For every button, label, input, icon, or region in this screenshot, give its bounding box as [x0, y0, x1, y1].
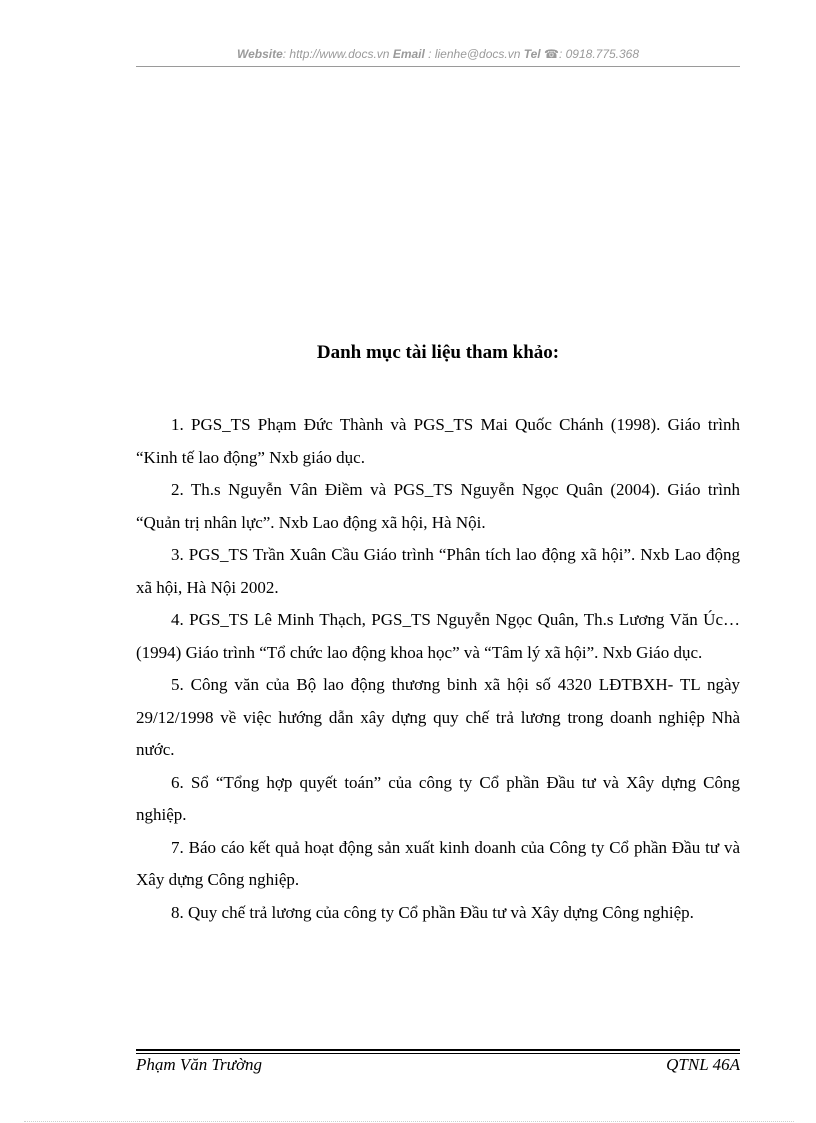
reference-item-1: 1. PGS_TS Phạm Đức Thành và PGS_TS Mai Quốc Chánh (1998). Giáo trình “Kinh tế lao động” Nxb giáo dục.: [136, 415, 740, 467]
website-label: Website: [236, 47, 283, 61]
reference-item-8: 8. Quy chế trả lương của công ty Cổ phần Đầu tư và Xây dựng Công nghiệp.: [171, 902, 694, 922]
page-header: [136, 47, 740, 61]
tel-label: Tel: [523, 47, 541, 61]
reference-item-2: 2. Th.s Nguyễn Vân Điềm và PGS_TS Nguyễn Ngọc Quân (2004). Giáo trình “Quản trị nhân lực”. Nxb Lao động xã hội, Hà Nội.: [136, 480, 740, 532]
footer-divider-thin: [136, 1053, 740, 1054]
footer-class-code: QTNL 46A: [666, 1055, 740, 1074]
email-address: : lienhe@docs.vn: [428, 47, 521, 61]
tel-number: : 0918.775.368: [558, 47, 640, 61]
page-bottom-edge: [24, 1121, 794, 1122]
reference-item-3: 3. PGS_TS Trần Xuân Cầu Giáo trình “Phân tích lao động xã hội”. Nxb Lao động xã hội, Hà Nội 2002.: [136, 545, 740, 597]
reference-list: [136, 409, 740, 929]
page-title: Danh mục tài liệu tham khảo:: [316, 342, 560, 363]
footer-divider-thick: [136, 1049, 740, 1051]
footer-author: Phạm Văn Trường: [136, 1055, 263, 1074]
website-url: : http://www.docs.vn: [282, 47, 390, 61]
reference-item-5: 5. Công văn của Bộ lao động thương binh xã hội số 4320 LĐTBXH- TL ngày 29/12/1998 về việc hướng dẫn xây dựng quy chế trả lương trong doanh nghiệp Nhà nước.: [136, 675, 740, 759]
email-label: Email: [392, 47, 425, 61]
header-divider: [136, 66, 740, 67]
reference-item-6: 6. Sổ “Tổng hợp quyết toán” của công ty Cổ phần Đầu tư và Xây dựng Công nghiệp.: [136, 772, 740, 824]
reference-item-4: 4. PGS_TS Lê Minh Thạch, PGS_TS Nguyễn Ngọc Quân, Th.s Lương Văn Úc…(1994) Giáo trình “Tổ chức lao động khoa học” và “Tâm lý xã hội”. Nxb Giáo dục.: [136, 610, 740, 662]
reference-item-7: 7. Báo cáo kết quả hoạt động sản xuất kinh doanh của Công ty Cổ phần Đầu tư và Xây dựng Công nghiệp.: [136, 837, 740, 889]
phone-icon: ☎: [544, 47, 559, 61]
